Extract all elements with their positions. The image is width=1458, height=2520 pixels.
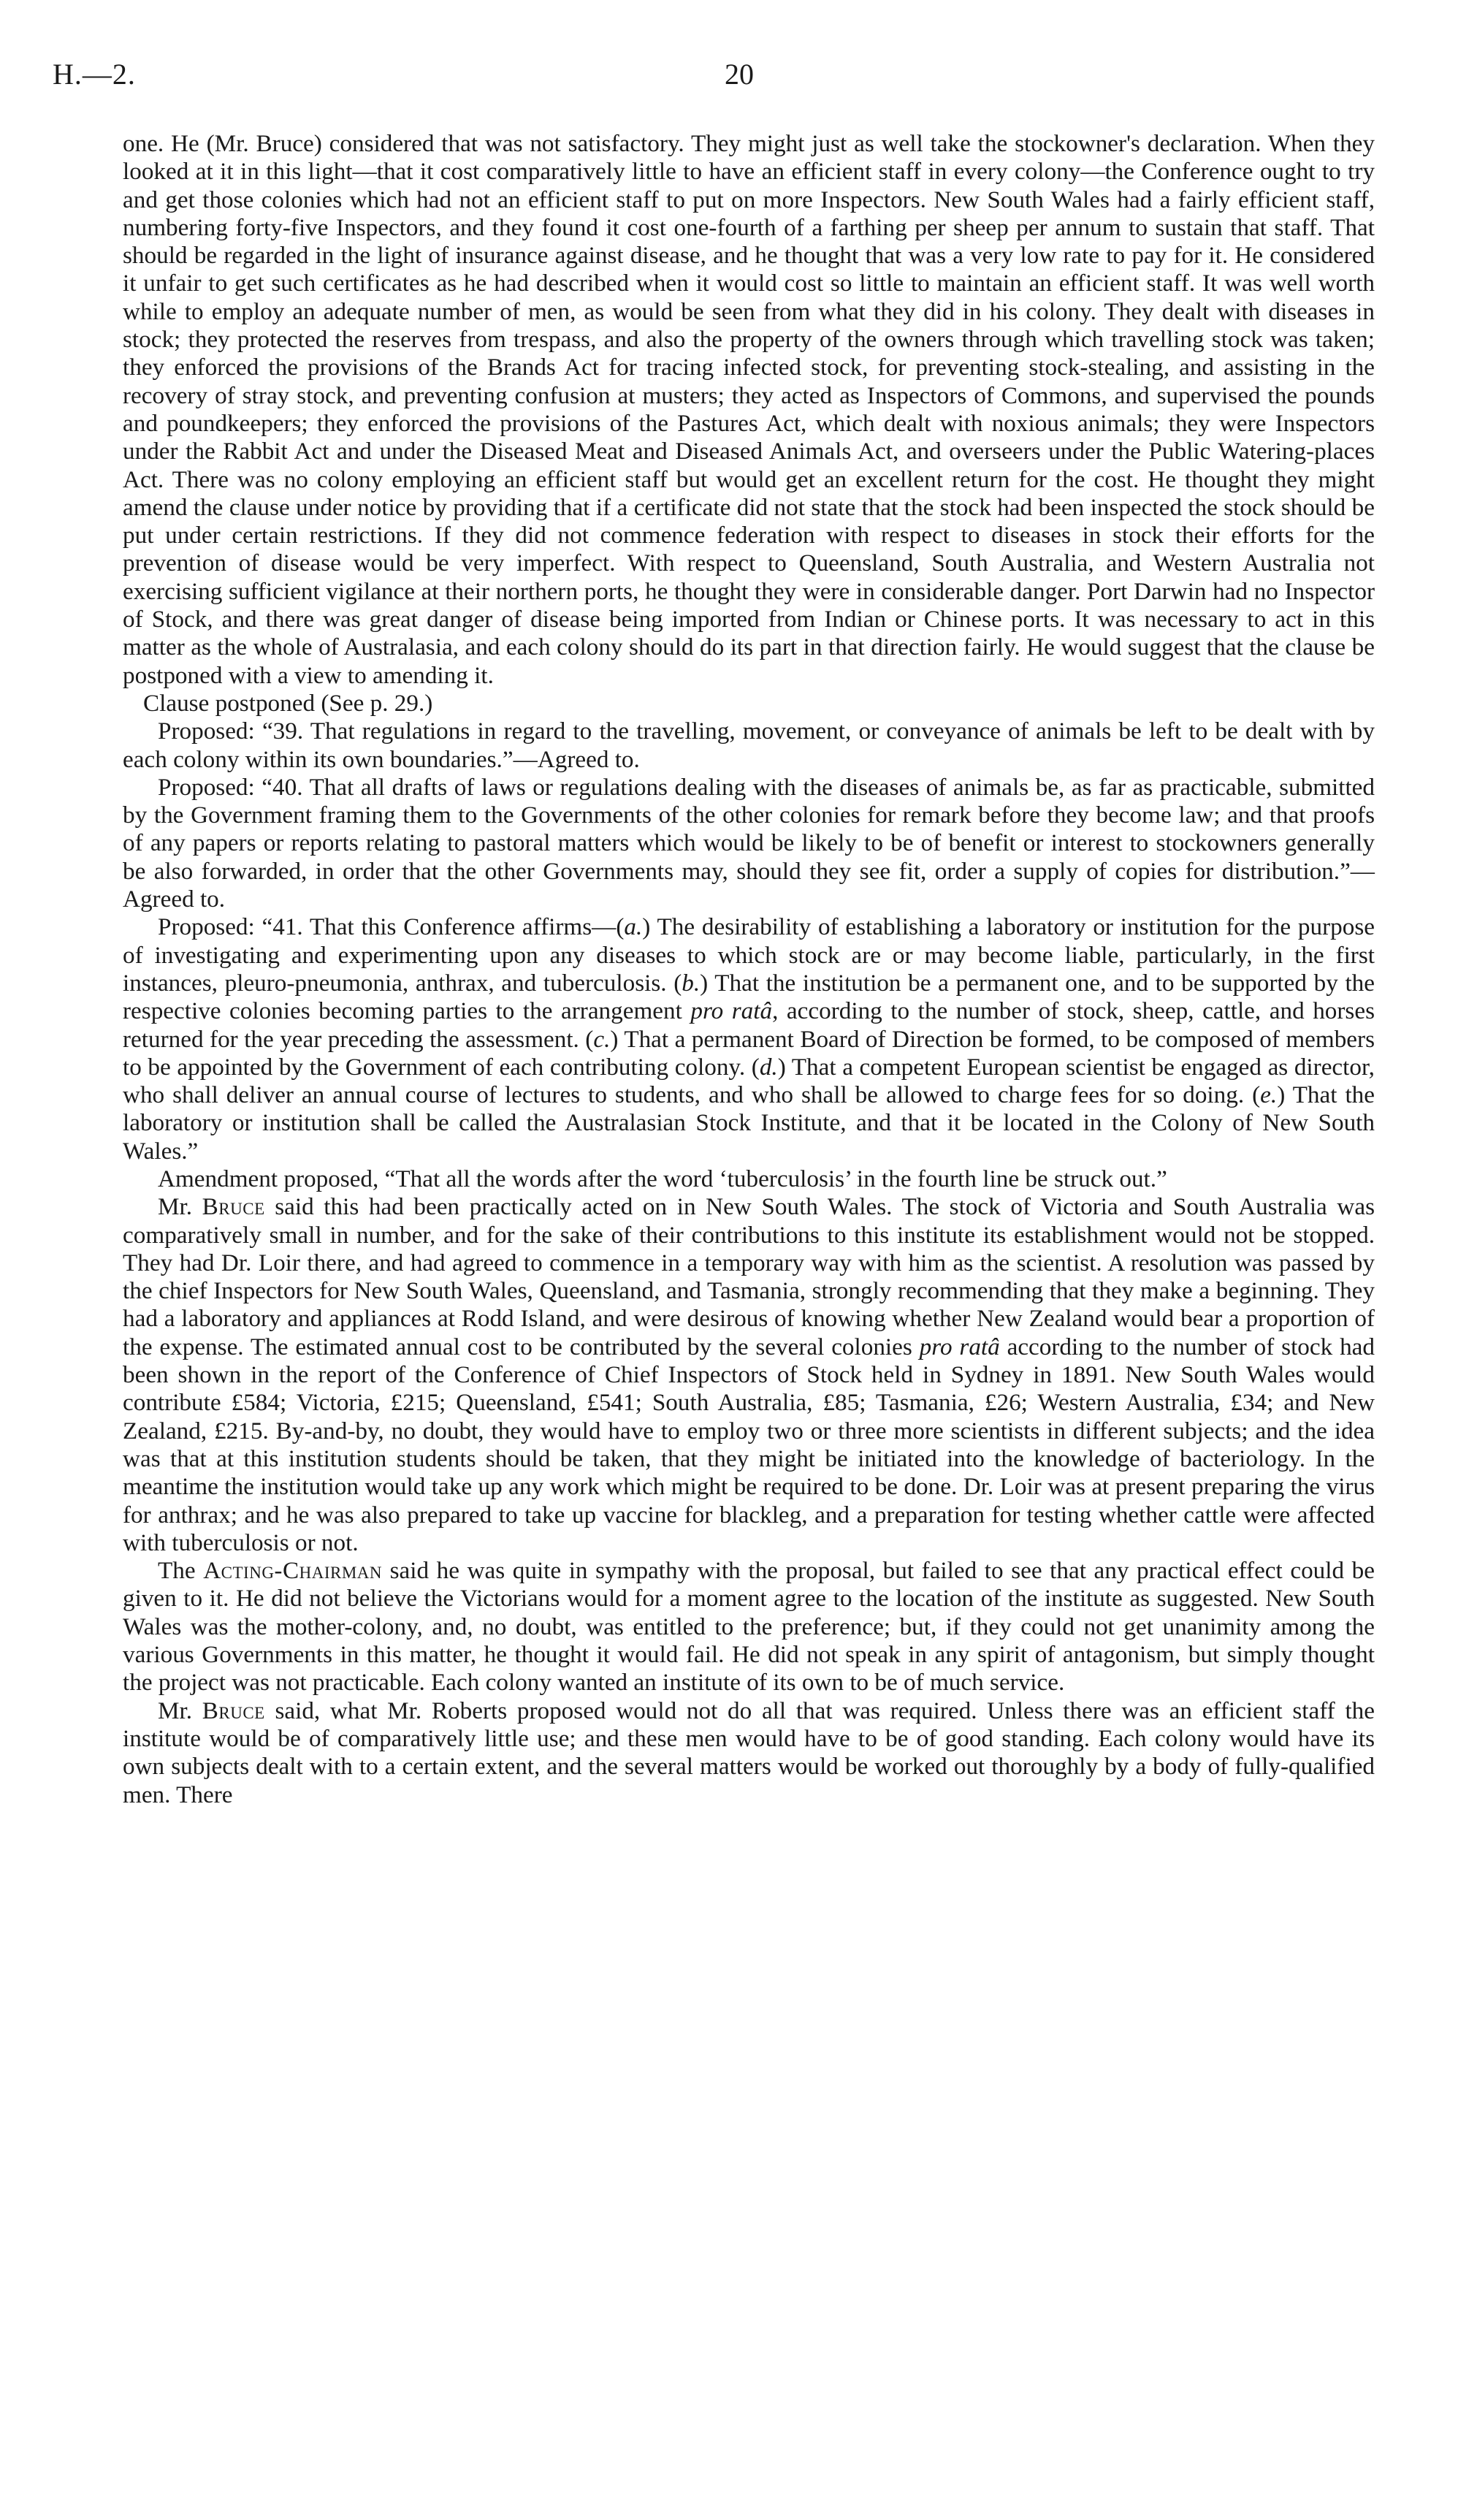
italic-run: d. — [759, 1053, 778, 1081]
text-run: according to the number of stock had been shown in the report of the Conference of Chief Inspectors of Stock held in Sydney in 1891. New South Wales would contribute £584; Victoria, £215; Queensland, £541; South Australia, £85; Tasmania, £26; Western Australia, £34; and New Zealand, £215. By-and-by, no doubt, they would have to employ two or three more scientists in different subjects; and the idea was that at this institution students should be taken, that they might be initiated into the knowledge of bacteriology. In the meantime the institution would take up any work which might be required to be done. Dr. Loir was at present preparing the virus for anthrax; and he was also prepared to take up vaccine for blackleg, and a preparation for testing whether cattle were affected with tuberculosis or not. — [123, 1333, 1375, 1556]
italic-run: pro ratâ — [690, 997, 773, 1025]
page-header — [53, 57, 1426, 101]
text-run: said he was quite in sympathy with the proposal, but failed to see that any practical effect could be given to it. He did not believe the Victorians would for a moment agree to the location of the institute as suggested. New South Wales was the mother-colony, and, no doubt, was entitled to the preference; but, if they could not get unanimity among the various Governments in this matter, he thought it would fail. He did not speak in any spirit of antagonism, but simply thought the project was not practicable. Each colony wanted an institute of its own to be of much service. — [123, 1557, 1375, 1697]
paragraph-acting-chairman — [123, 1557, 1375, 1697]
italic-run: pro ratâ — [919, 1333, 1000, 1360]
text-run: Mr. — [158, 1697, 202, 1724]
text-run: ) That a permanent Board of Direction be formed, to be composed of members to be appointed by the Government of each contributing colony. ( — [123, 1025, 1375, 1081]
speaker-name: Acting-Chairman — [203, 1557, 383, 1585]
text-run: ) That the laboratory or institution shall be called the Australasian Stock Institute, and that it be located in the Colony of New South Wales.” — [123, 1081, 1375, 1165]
paragraph-amendment: Amendment proposed, “That all the words after the word ‘tuberculosis’ in the fourth line be struck out.” — [158, 1165, 1167, 1192]
text-run: ) That the institution be a permanent one, and to be supported by the respective colonies becoming parties to the arrangement — [123, 969, 1375, 1025]
paragraph-proposed-40: Proposed: “40. That all drafts of laws or regulations dealing with the diseases of animals be, as far as practicable, submitted by the Government framing them to the Governments of the other colonies for remark before they become law; and that proofs of any papers or reports relating to pastoral matters which would be likely to be of benefit or interest to stockowners generally be also forwarded, in order that the other Governments may, should they see fit, order a supply of copies for distribution.”—Agreed to. — [123, 773, 1375, 913]
italic-run: a. — [624, 913, 643, 941]
italic-run: e. — [1260, 1081, 1278, 1109]
text-run: Mr. — [158, 1193, 202, 1221]
document-reference: H.—2. — [53, 58, 136, 91]
paragraph-bruce-speech — [123, 1193, 1375, 1557]
speaker-name: Bruce — [202, 1193, 265, 1221]
text-run: said this had been practically acted on in New South Wales. The stock of Victoria and South Australia was comparatively small in number, and for the sake of their contributions to this institute its establishment would not be stopped. They had Dr. Loir there, and had agreed to commence in a temporary way with him as the scientist. A resolution was passed by the chief Inspectors for New South Wales, Queensland, and Tasmania, strongly recommending that they make a beginning. They had a laboratory and appliances at Rodd Island, and were desirous of knowing whether New Zealand would bear a proportion of the expense. The estimated annual cost to be contributed by the several colonies — [123, 1193, 1375, 1360]
body-text — [123, 130, 1375, 1809]
paragraph-proposed-41 — [123, 913, 1375, 1165]
paragraph-proposed-39: Proposed: “39. That regulations in regard to the travelling, movement, or conveyance of animals be left to be dealt with by each colony within its own boundaries.”—Agreed to. — [123, 717, 1375, 773]
paragraph-clause-postponed: Clause postponed (See p. 29.) — [143, 689, 433, 717]
text-run: , according to the number of stock, sheep, cattle, and horses returned for the year preceding the assessment. ( — [123, 997, 1375, 1053]
paragraph-bruce-reply — [123, 1697, 1375, 1809]
speaker-name: Bruce — [202, 1697, 265, 1724]
text-run: The — [158, 1557, 204, 1585]
text-run: ) The desirability of establishing a laboratory or institution for the purpose of investigating and experimenting upon any diseases to which stock are or may become liable, particularly, in the first instances, pleuro-pneumonia, anthrax, and tuberculosis. ( — [123, 913, 1375, 997]
text-run: ) That a competent European scientist be engaged as director, who shall deliver an annual course of lectures to students, and who shall be allowed to charge fees for so doing. ( — [123, 1053, 1375, 1109]
paragraph-continuation: one. He (Mr. Bruce) considered that was not satisfactory. They might just as well take the stockowner's declaration. When they looked at it in this light—that it cost comparatively little to have an efficient staff in every colony—the Conference ought to try and get those colonies which had not an efficient staff to put on more Inspectors. New South Wales had a fairly efficient staff, numbering forty-five Inspectors, and they found it cost one-fourth of a farthing per sheep per annum to sustain that staff. That should be regarded in the light of insurance against disease, and he thought that was a very low rate to pay for it. He considered it unfair to get such certificates as he had described when it would cost so little to maintain an efficient staff. It was well worth while to employ an adequate number of men, as would be seen from what they did in his colony. They dealt with diseases in stock; they protected the reserves from trespass, and also the property of the owners through which travelling stock was taken; they enforced the provisions of the Brands Act for tracing infected stock, for preventing stock-stealing, and assisting in the recovery of stray stock, and preventing confusion at musters; they acted as Inspectors of Commons, and supervised the pounds and poundkeepers; they enforced the provisions of the Pastures Act, which dealt with noxious animals; they were Inspectors under the Rabbit Act and under the Diseased Meat and Diseased Animals Act, and overseers under the Public Watering-places Act. There was no colony employing an efficient staff but would get an excellent return for the cost. He thought they might amend the clause under notice by providing that if a certificate did not state that the stock had been inspected the stock should be put under certain restrictions. If they did not commence federation with respect to diseases in stock their efforts for the prevention of disease would be very imperfect. With respect to Queensland, South Australia, and Western Australia not exercising sufficient vigilance at their northern ports, he thought they were in considerable danger. Port Darwin had no Inspector of Stock, and there was great danger of disease being imported from Indian or Chinese ports. It was necessary to act in this matter as the whole of Australasia, and each colony should do its part in that direction fairly. He would suggest that the clause be postponed with a view to amending it. — [123, 130, 1375, 689]
text-run: Proposed: “41. That this Conference affirms—( — [158, 913, 625, 941]
text-run: said, what Mr. Roberts proposed would not do all that was required. Unless there was an efficient staff the institute would be of comparatively little use; and these men would have to be of good standing. Each colony would have its own subjects dealt with to a certain extent, and the several matters would be worked out thoroughly by a body of fully-qualified men. There — [123, 1697, 1375, 1808]
italic-run: b. — [682, 969, 701, 997]
page-number: 20 — [725, 58, 754, 91]
italic-run: c. — [593, 1025, 611, 1053]
